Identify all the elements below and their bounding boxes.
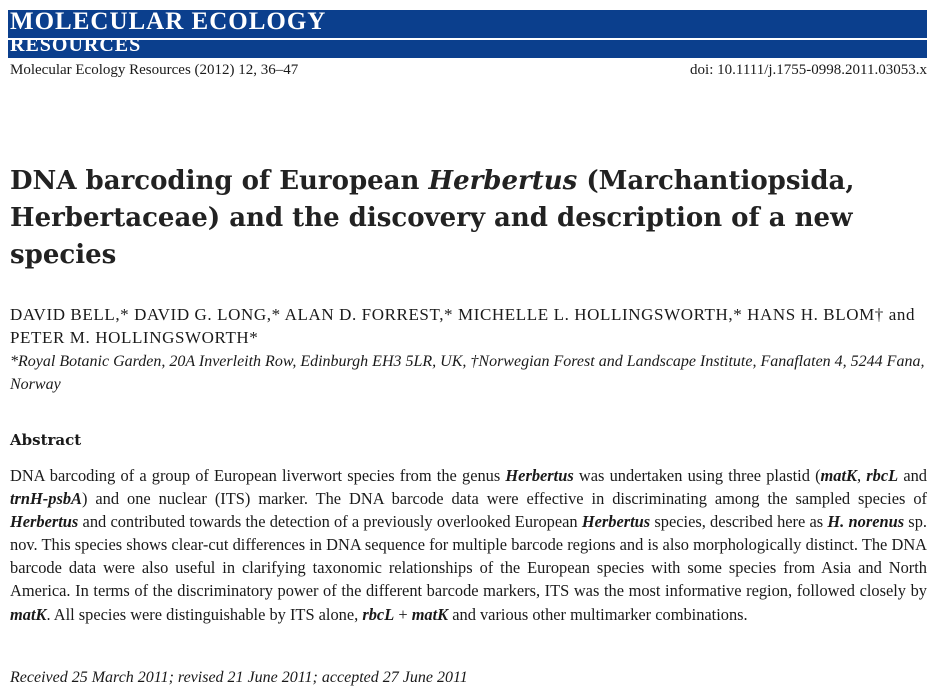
new-species-name: H. norenus	[827, 512, 905, 532]
abstract-body	[10, 464, 927, 626]
masthead-line2: RESOURCES	[10, 34, 142, 56]
abstract-text: species, described here as	[650, 512, 828, 532]
journal-citation: Molecular Ecology Resources (2012) 12, 36–47	[10, 62, 299, 78]
title-part1: DNA barcoding of European	[10, 166, 429, 196]
marker-name: rbcL	[362, 604, 395, 624]
article-title	[10, 163, 925, 274]
doi-link[interactable]: doi: 10.1111/j.1755-0998.2011.03053.x	[690, 62, 927, 78]
abstract-text: and various other multimarker combinations.	[448, 604, 748, 624]
marker-name: matK	[820, 466, 857, 485]
abstract-text: DNA barcoding of a group of European liverwort species from the genus	[10, 466, 506, 485]
abstract-text: sp. nov. This species shows clear-cut differences in DNA sequence for multiple barcode regions and is also morphologically distinct. The DNA barcode data were also useful in clarifying taxonomic relationships of the European species with some species from Asia and North America. In terms of the discriminatory power of the different barcode markers, ITS was the most informative region, followed closely by	[10, 512, 927, 601]
marker-name: matK	[10, 604, 47, 624]
genus-name: Herbertus	[581, 512, 651, 532]
affiliations: *Royal Botanic Garden, 20A Inverleith Row, Edinburgh EH3 5LR, UK, †Norwegian Forest and Landscape Institute, Fanaflaten 4, 5244 Fana, Norway	[10, 353, 925, 393]
author-list: DAVID BELL,* DAVID G. LONG,* ALAN D. FORREST,* MICHELLE L. HOLLINGSWORTH,* HANS H. BLOM† and PETER M. HOLLINGSWORTH*	[10, 305, 916, 347]
abstract-text: was undertaken using three plastid (	[573, 466, 821, 485]
abstract-heading: Abstract	[10, 431, 82, 449]
genus-name: Herbertus	[505, 466, 574, 485]
abstract-text: . All species were distinguishable by ITS alone,	[46, 604, 363, 624]
genus-name: Herbertus	[10, 512, 79, 532]
abstract-text: ,	[856, 466, 867, 485]
title-part2: (Marchantiopsida, Herbertaceae) and the discovery and description of a new species	[10, 166, 855, 270]
abstract-text: ) and one nuclear (ITS) marker. The DNA barcode data were effective in discriminating among the sampled species of	[81, 489, 927, 509]
marker-name: rbcL	[866, 466, 899, 485]
title-genus: Herbertus	[428, 166, 578, 196]
abstract-text: and contributed towards the detection of a previously overlooked European	[78, 512, 582, 532]
masthead-divider	[8, 38, 927, 40]
abstract-text: and	[898, 466, 927, 485]
journal-masthead	[8, 10, 927, 58]
marker-name: trnH-psbA	[10, 489, 82, 509]
received-dates: Received 25 March 2011; revised 21 June 2011; accepted 27 June 2011	[10, 669, 468, 686]
masthead-line1: MOLECULAR ECOLOGY	[10, 8, 327, 35]
abstract-text: +	[394, 604, 412, 624]
marker-name: matK	[411, 604, 449, 624]
